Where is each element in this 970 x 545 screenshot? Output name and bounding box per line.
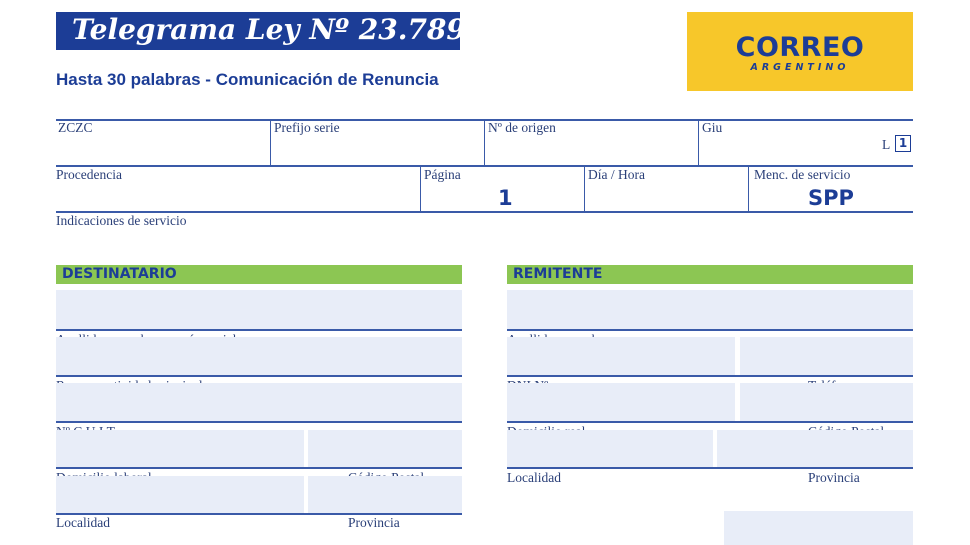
indicaciones-servicio-label: Indicaciones de servicio bbox=[56, 213, 187, 228]
remitente-header-text: REMITENTE bbox=[513, 266, 603, 282]
destinatario-cuit-field[interactable] bbox=[56, 383, 462, 421]
destinatario-cp-field[interactable] bbox=[308, 430, 462, 467]
destinatario-header bbox=[56, 265, 462, 284]
destinatario-apellido-field[interactable] bbox=[56, 290, 462, 329]
field-underline bbox=[56, 375, 462, 377]
destinatario-ramo-field[interactable] bbox=[56, 337, 462, 375]
destinatario-localidad-label: Localidad bbox=[56, 515, 110, 530]
logo-main-text: CORREO bbox=[735, 32, 865, 63]
prefijo-serie-label: Prefijo serie bbox=[274, 120, 340, 135]
remitente-telefono-field[interactable] bbox=[740, 337, 913, 375]
field-underline bbox=[56, 513, 462, 515]
form-subtitle: Hasta 30 palabras - Comunicación de Renuncia bbox=[56, 70, 439, 89]
remitente-provincia-field[interactable] bbox=[717, 430, 913, 467]
grid-divider bbox=[584, 165, 585, 211]
destinatario-header-text: DESTINATARIO bbox=[62, 266, 177, 282]
menc-servicio-label: Menc. de servicio bbox=[754, 167, 851, 182]
procedencia-label: Procedencia bbox=[56, 167, 122, 182]
remitente-dni-field[interactable] bbox=[507, 337, 735, 375]
form-title: Telegrama Ley Nº 23.789 bbox=[72, 13, 466, 46]
destinatario-provincia-field[interactable] bbox=[308, 476, 462, 513]
remitente-firma-field[interactable] bbox=[724, 511, 913, 545]
field-underline bbox=[56, 467, 462, 469]
menc-servicio-value: SPP bbox=[808, 186, 854, 210]
field-underline bbox=[507, 421, 913, 423]
destinatario-domicilio-field[interactable] bbox=[56, 430, 304, 467]
remitente-domicilio-field[interactable] bbox=[507, 383, 735, 421]
grid-divider bbox=[484, 119, 485, 165]
numero-origen-label: Nº de origen bbox=[488, 120, 556, 135]
remitente-localidad-label: Localidad bbox=[507, 470, 561, 485]
grid-divider bbox=[420, 165, 421, 211]
pagina-label: Página bbox=[424, 167, 461, 182]
giu-label: Giu bbox=[702, 120, 723, 135]
destinatario-provincia-label: Provincia bbox=[348, 515, 400, 530]
remitente-localidad-field[interactable] bbox=[507, 430, 713, 467]
grid-divider bbox=[748, 165, 749, 211]
field-underline bbox=[507, 329, 913, 331]
grid-divider bbox=[698, 119, 699, 165]
field-underline bbox=[507, 467, 913, 469]
logo-sub-text: ARGENTINO bbox=[750, 62, 850, 73]
field-underline bbox=[56, 421, 462, 423]
remitente-header bbox=[507, 265, 913, 284]
destinatario-localidad-field[interactable] bbox=[56, 476, 304, 513]
pagina-value: 1 bbox=[498, 186, 513, 210]
zczc-label: ZCZC bbox=[58, 120, 93, 135]
dia-hora-label: Día / Hora bbox=[588, 167, 645, 182]
remitente-cp-field[interactable] bbox=[740, 383, 913, 421]
remitente-provincia-label: Provincia bbox=[808, 470, 860, 485]
l-label: L bbox=[882, 137, 891, 152]
l-value-box: 1 bbox=[895, 135, 911, 152]
field-underline bbox=[56, 329, 462, 331]
field-underline bbox=[507, 375, 913, 377]
grid-divider bbox=[270, 119, 271, 165]
remitente-apellido-field[interactable] bbox=[507, 290, 913, 329]
correo-argentino-logo bbox=[687, 12, 913, 91]
